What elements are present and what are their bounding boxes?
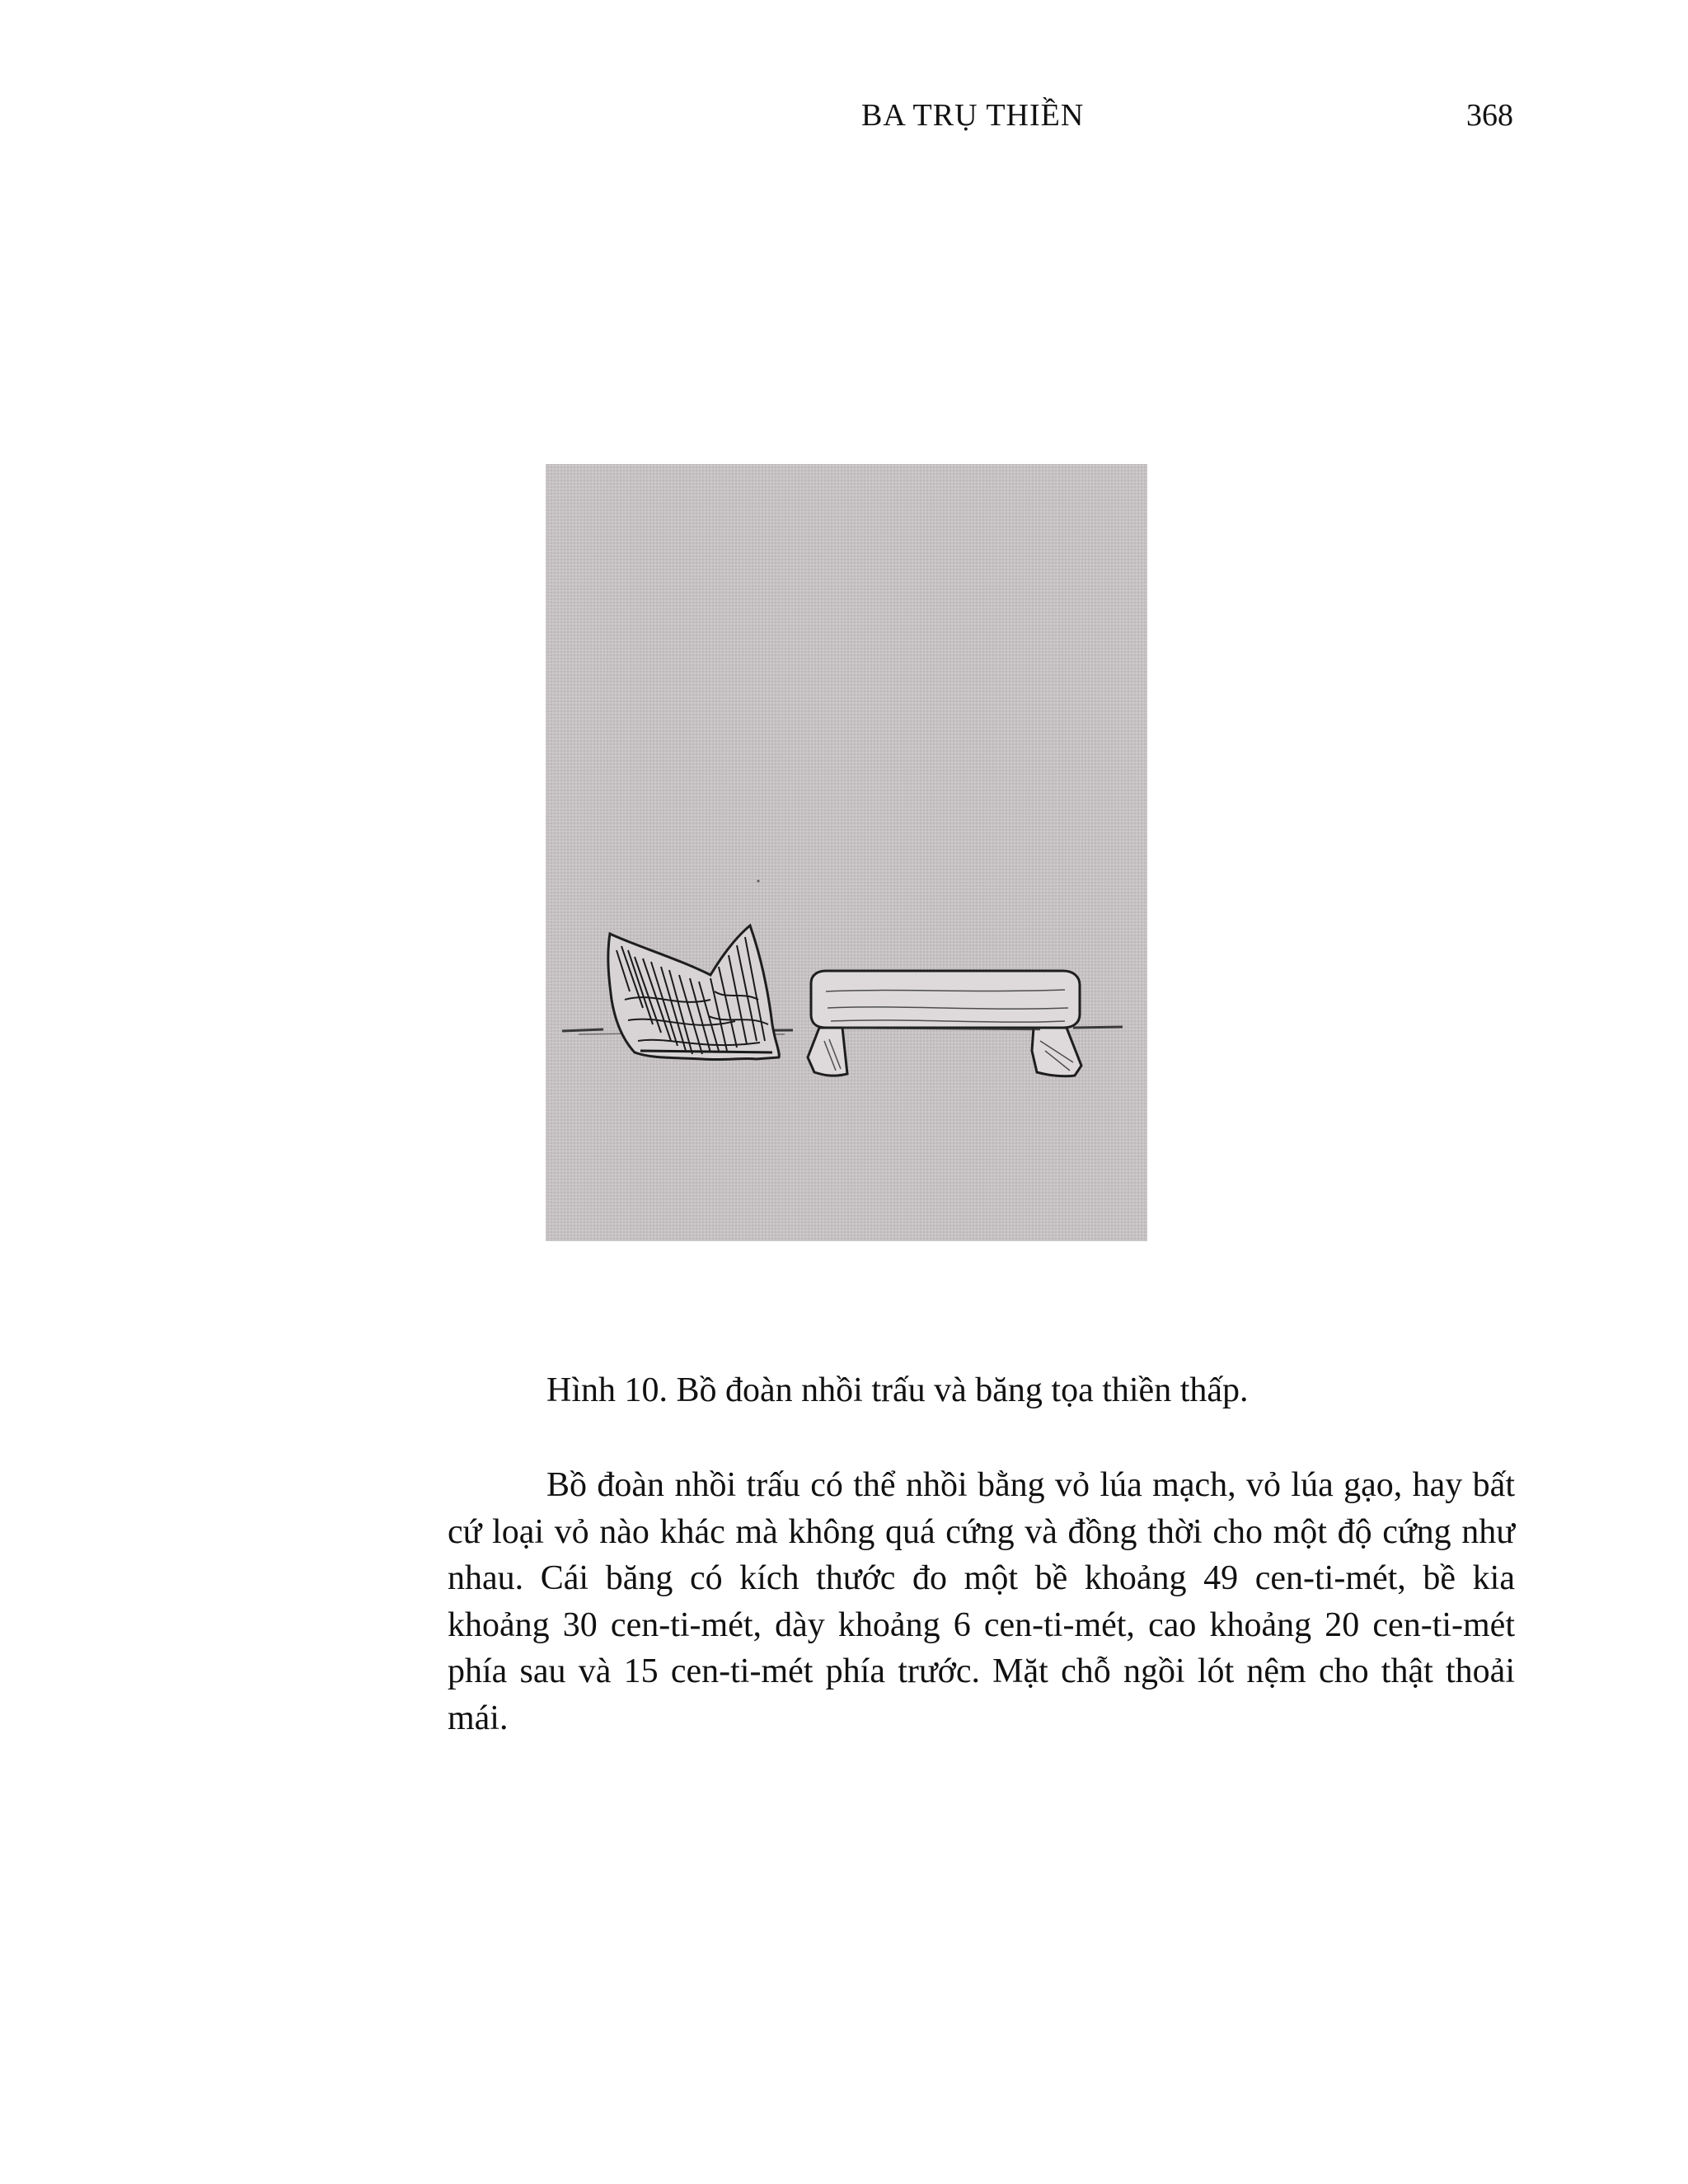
page-number: 368 [1466, 98, 1513, 133]
meditation-cushion-and-bench-icon [546, 464, 1147, 1241]
running-title: BA TRỤ THIỀN [861, 98, 1085, 133]
running-header [0, 97, 1688, 147]
figure-caption: Hình 10. Bồ đoàn nhồi trấu và băng tọa thiền thấp. [546, 1371, 1249, 1409]
bench-shape [808, 971, 1081, 1076]
figure-illustration [546, 464, 1147, 1241]
speck-mark [757, 880, 760, 883]
body-paragraph: Bồ đoàn nhồi trấu có thể nhồi bằng vỏ lúa mạch, vỏ lúa gạo, hay bất cứ loại vỏ nào khác mà không quá cứng và đồng thời cho một độ cứng như nhau. Cái băng có kích thước đo một bề khoảng 49 cen-ti-mét, bề kia khoảng 30 cen-ti-mét, dày khoảng 6 cen-ti-mét, cao khoảng 20 cen-ti-mét phía sau và 15 cen-ti-mét phía trước. Mặt chỗ ngồi lót nệm cho thật thoải mái. [448, 1466, 1515, 1737]
